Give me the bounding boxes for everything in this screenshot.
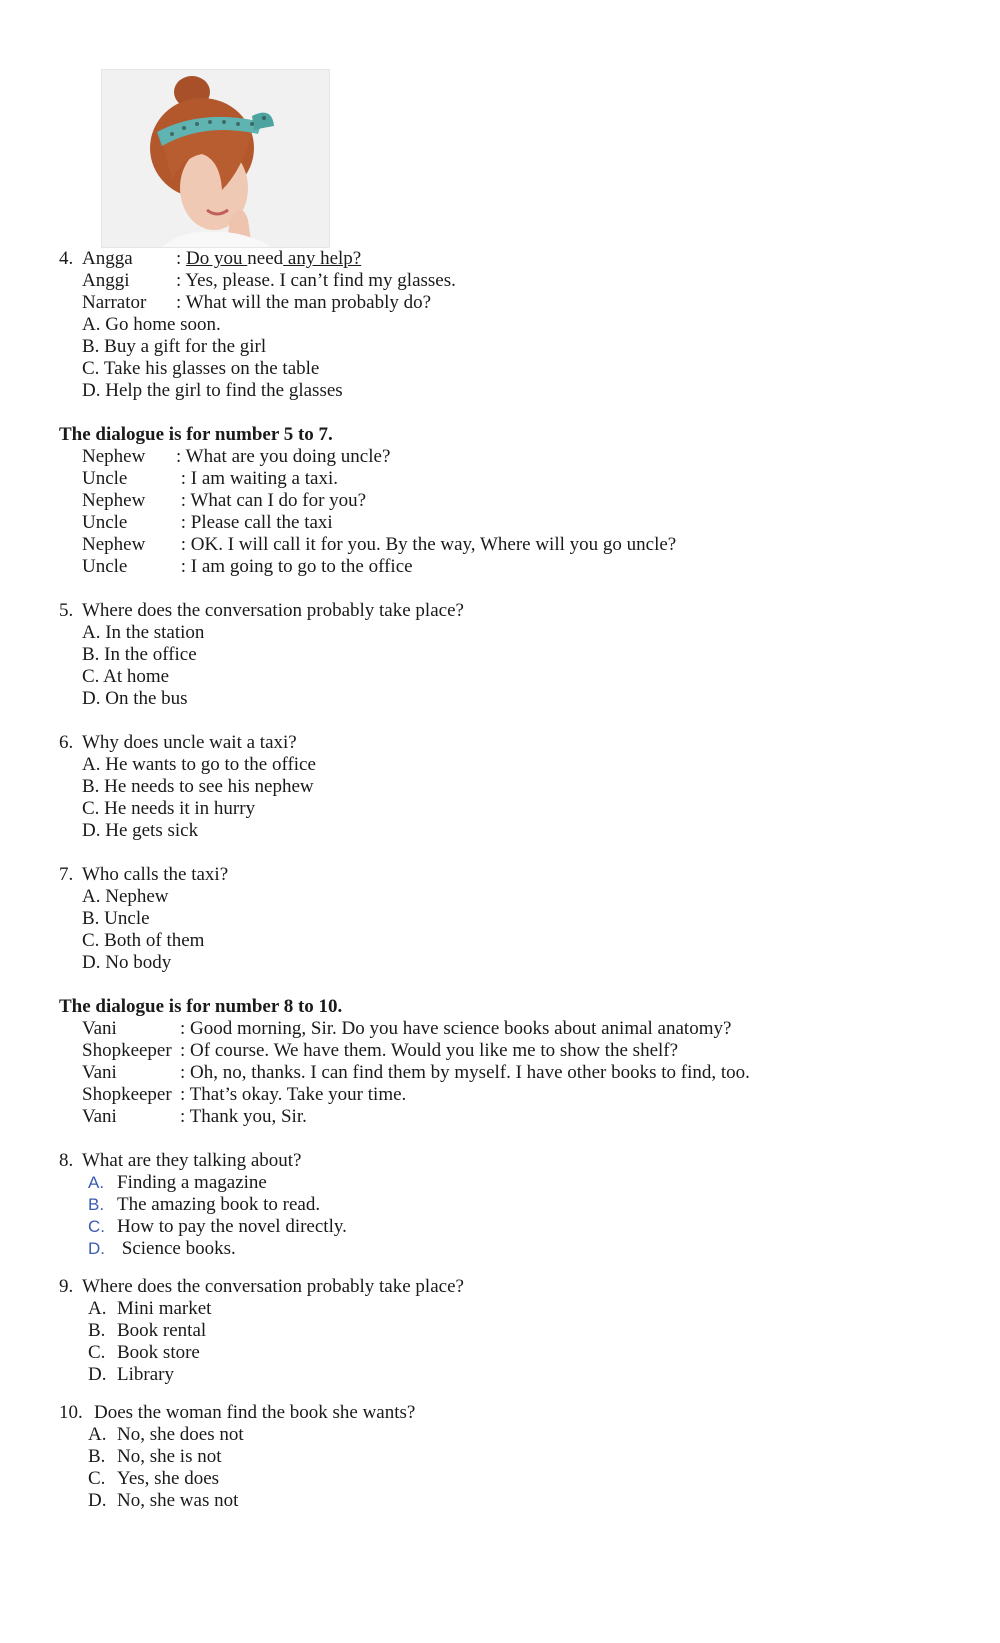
q9-question: [59, 1276, 464, 1298]
q4-speaker-1: Angga: [82, 248, 133, 269]
q9-option-c: [88, 1342, 200, 1364]
q4-text-1c: any help?: [283, 248, 362, 269]
dialogue1-speaker: Nephew: [82, 490, 146, 511]
q8-option-c: [88, 1216, 347, 1238]
dialogue1-line: [82, 534, 676, 556]
q9-option-text: Book rental: [117, 1320, 207, 1341]
dialogue1-speaker: Uncle: [82, 556, 128, 577]
q7-option-d: D. No body: [82, 952, 172, 973]
q9-letter: A.: [88, 1298, 107, 1319]
q5-option-d: D. On the bus: [82, 688, 188, 709]
dialogue1-text: : I am going to go to the office: [176, 556, 413, 577]
q10-letter: C.: [88, 1468, 106, 1489]
q7-number: 7.: [59, 864, 74, 885]
q4-text-1b: need: [247, 248, 284, 269]
q9-letter: D.: [88, 1364, 107, 1385]
q4-sep-2: :: [176, 270, 186, 291]
q5-text: Where does the conversation probably take place?: [82, 600, 464, 621]
q10-option-text: No, she is not: [117, 1446, 222, 1467]
q5-question: [59, 600, 464, 622]
q7-question: [59, 864, 228, 886]
dialogue1-line: [82, 446, 390, 468]
q4-option-b: B. Buy a gift for the girl: [82, 336, 267, 357]
q6-option-b: B. He needs to see his nephew: [82, 776, 314, 797]
q8-option-b: [88, 1194, 320, 1216]
q5-option-c: C. At home: [82, 666, 170, 687]
dialogue2-line: [82, 1018, 731, 1040]
q10-option-c: [88, 1468, 219, 1490]
dialogue2-line: [82, 1106, 307, 1128]
q10-text: Does the woman find the book she wants?: [94, 1402, 416, 1423]
q9-text: Where does the conversation probably take place?: [82, 1276, 464, 1297]
q4-text-1a: Do you: [186, 248, 248, 269]
q4-option-d: D. Help the girl to find the glasses: [82, 380, 343, 401]
q8-letter: A.: [88, 1173, 105, 1192]
q7-option-b: B. Uncle: [82, 908, 150, 929]
photo-illustration: [102, 70, 329, 247]
q5-option-a: A. In the station: [82, 622, 205, 643]
q5-option-b: B. In the office: [82, 644, 197, 665]
q8-option-a: [88, 1172, 267, 1194]
q9-letter: C.: [88, 1342, 106, 1363]
dialogue2-speaker: Vani: [82, 1062, 117, 1083]
q4-line-2: [82, 270, 456, 292]
q4-option-c: C. Take his glasses on the table: [82, 358, 320, 379]
q8-letter: D.: [88, 1239, 105, 1258]
dialogue2-text: : Good morning, Sir. Do you have science books about animal anatomy?: [180, 1018, 732, 1039]
q8-question: [59, 1150, 301, 1172]
q4-text-3: What will the man probably do?: [185, 292, 432, 313]
q4-text-2: Yes, please. I can’t find my glasses.: [185, 270, 456, 291]
q10-option-d: [88, 1490, 238, 1512]
dialogue1-line: [82, 556, 413, 578]
q9-option-text: Library: [117, 1364, 174, 1385]
q10-letter: B.: [88, 1446, 106, 1467]
q6-text: Why does uncle wait a taxi?: [82, 732, 297, 753]
dialogue1-speaker: Nephew: [82, 446, 146, 467]
dialogue2-heading: The dialogue is for number 8 to 10.: [59, 996, 343, 1017]
q9-number: 9.: [59, 1276, 74, 1297]
dialogue1-heading: The dialogue is for number 5 to 7.: [59, 424, 333, 445]
q4-speaker-2: Anggi: [82, 270, 130, 291]
q10-question: [59, 1402, 415, 1424]
q10-option-b: [88, 1446, 222, 1468]
woman-with-headband-photo: [101, 69, 330, 248]
q9-option-text: Book store: [117, 1342, 200, 1363]
q6-number: 6.: [59, 732, 74, 753]
dialogue1-text: : What are you doing uncle?: [176, 446, 391, 467]
q4-speaker-3: Narrator: [82, 292, 147, 313]
dialogue1-line: [82, 468, 338, 490]
q10-option-text: No, she was not: [117, 1490, 239, 1511]
dialogue2-speaker: Shopkeeper: [82, 1040, 172, 1061]
dialogue2-text: : Thank you, Sir.: [180, 1106, 307, 1127]
dialogue1-speaker: Nephew: [82, 534, 146, 555]
dialogue1-text: : I am waiting a taxi.: [176, 468, 338, 489]
q7-option-a: A. Nephew: [82, 886, 169, 907]
q8-option-text: The amazing book to read.: [117, 1194, 321, 1215]
q6-option-c: C. He needs it in hurry: [82, 798, 256, 819]
q9-option-b: [88, 1320, 206, 1342]
q8-text: What are they talking about?: [82, 1150, 302, 1171]
q7-text: Who calls the taxi?: [82, 864, 229, 885]
q4-option-a: A. Go home soon.: [82, 314, 221, 335]
q4-line-3: [82, 292, 431, 314]
q7-option-c: C. Both of them: [82, 930, 205, 951]
q9-option-d: [88, 1364, 174, 1386]
q4-number: 4.: [59, 248, 74, 269]
dialogue2-speaker: Vani: [82, 1018, 117, 1039]
dialogue1-text: : Please call the taxi: [176, 512, 333, 533]
q4-sep-3: :: [176, 292, 186, 313]
dialogue2-line: [82, 1040, 678, 1062]
dialogue1-text: : OK. I will call it for you. By the way, Where will you go uncle?: [176, 534, 677, 555]
q10-option-a: [88, 1424, 244, 1446]
dialogue2-speaker: Shopkeeper: [82, 1084, 172, 1105]
q8-option-text: Science books.: [117, 1238, 236, 1259]
q4-line-1: [59, 248, 361, 270]
dialogue1-speaker: Uncle: [82, 512, 128, 533]
q8-option-text: How to pay the novel directly.: [117, 1216, 347, 1237]
q10-letter: A.: [88, 1424, 107, 1445]
q6-option-d: D. He gets sick: [82, 820, 199, 841]
dialogue1-line: [82, 512, 333, 534]
q10-letter: D.: [88, 1490, 107, 1511]
q9-option-text: Mini market: [117, 1298, 212, 1319]
q10-option-text: No, she does not: [117, 1424, 244, 1445]
q8-option-d: [88, 1238, 236, 1260]
q8-number: 8.: [59, 1150, 74, 1171]
q6-option-a: A. He wants to go to the office: [82, 754, 316, 775]
q8-letter: C.: [88, 1217, 105, 1236]
q8-option-text: Finding a magazine: [117, 1172, 267, 1193]
q8-letter: B.: [88, 1195, 105, 1214]
dialogue1-line: [82, 490, 366, 512]
dialogue1-speaker: Uncle: [82, 468, 128, 489]
dialogue1-text: : What can I do for you?: [176, 490, 367, 511]
dialogue2-line: [82, 1084, 406, 1106]
q5-number: 5.: [59, 600, 74, 621]
q6-question: [59, 732, 297, 754]
dialogue2-text: : Oh, no, thanks. I can find them by myself. I have other books to find, too.: [180, 1062, 750, 1083]
q10-number: 10.: [59, 1402, 83, 1423]
dialogue2-text: : Of course. We have them. Would you like me to show the shelf?: [180, 1040, 679, 1061]
q9-option-a: [88, 1298, 211, 1320]
q4-sep-1: :: [176, 248, 187, 269]
dialogue2-line: [82, 1062, 750, 1084]
dialogue2-speaker: Vani: [82, 1106, 117, 1127]
dialogue2-text: : That’s okay. Take your time.: [180, 1084, 407, 1105]
q9-letter: B.: [88, 1320, 106, 1341]
q10-option-text: Yes, she does: [117, 1468, 220, 1489]
